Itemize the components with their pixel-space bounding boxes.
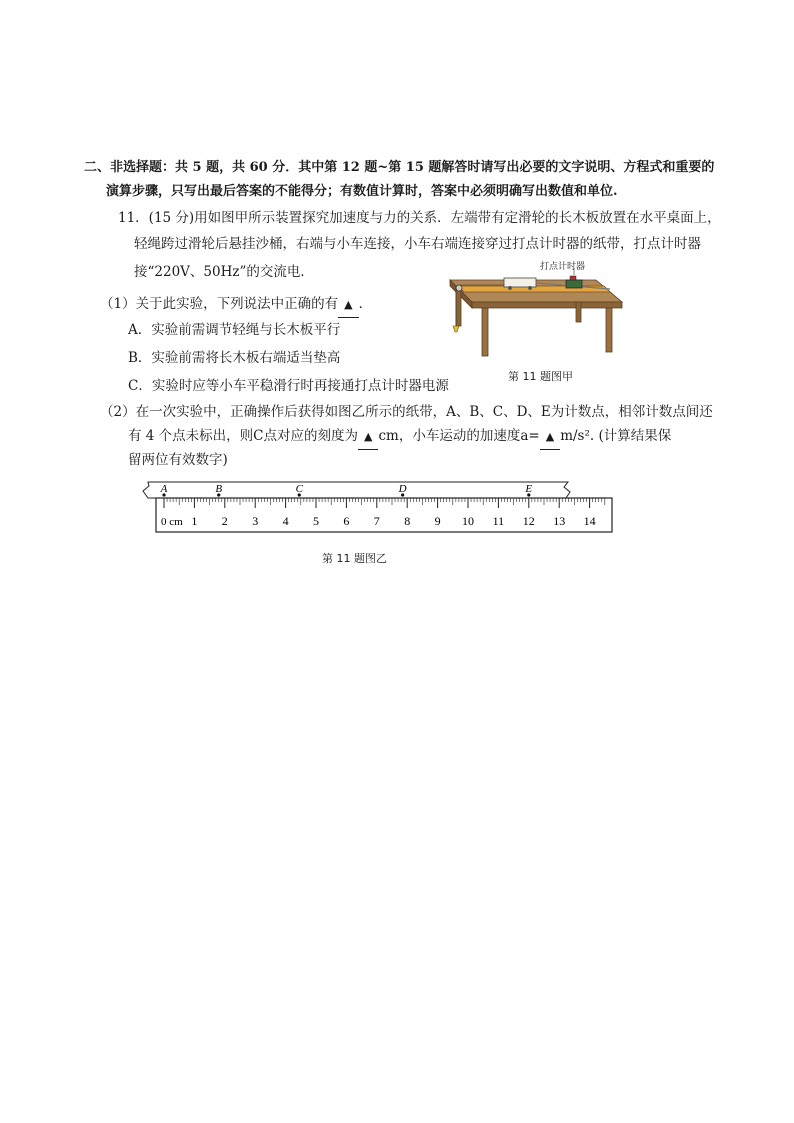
q11-part2-line3: 留两位有效数字) (128, 452, 228, 468)
figure-b-tape-ruler (130, 476, 620, 540)
tape-point-label-b: B (215, 483, 223, 495)
q11-part1-prompt (100, 292, 372, 318)
q11-part1-answer-blank[interactable]: ▲ (338, 293, 358, 318)
timer-label: 打点计时器 (540, 262, 586, 272)
section-heading-line1: 二、非选择题：共 5 题，共 60 分．其中第 12 题~第 15 题解答时请写出必要的文字说明、方程式和重要的 (84, 160, 715, 175)
ruler-tick-label: 5 (313, 514, 319, 528)
ruler-tick-label: 14 (583, 514, 596, 528)
tape-point-label-c: C (295, 483, 303, 495)
apparatus-illustration (446, 258, 626, 368)
section-heading-line2: 演算步骤，只写出最后答案的不能得分；有数值计算时，答案中必须明确写出数值和单位. (106, 184, 618, 199)
figure-a-caption: 第 11 题图甲 (508, 370, 573, 383)
ruler-tick-label: 13 (553, 514, 566, 528)
timer-knob (570, 276, 576, 280)
sand-bucket-icon (453, 326, 459, 332)
q11-part1-prompt-text: （1）关于此实验，下列说法中正确的有 (100, 296, 339, 312)
ruler-tick-label: 4 (282, 514, 289, 528)
ruler-tick-label: 3 (252, 514, 259, 528)
figure-b-caption: 第 11 题图乙 (322, 552, 387, 565)
cart-wheel-right (528, 286, 532, 290)
q11-part2-line2-pre: 有 4 个点未标出，则C点对应的刻度为 (128, 428, 359, 444)
table-edge (472, 302, 622, 308)
q11-part1-prompt-end: ． (358, 296, 373, 312)
ruler-tick-label: 7 (373, 514, 380, 528)
ruler-tick-label: 2 (221, 514, 228, 528)
q11-part2-line2-mid: cm，小车运动的加速度a= (378, 428, 540, 444)
ruler-tick-label: 6 (343, 514, 350, 528)
ruler-tick-label: 8 (404, 514, 411, 528)
q11-part2-line2-post: m/s². (计算结果保 (560, 428, 672, 444)
ruler-tick-label: 10 (462, 514, 474, 528)
tape-point-label-d: D (398, 483, 407, 495)
cart-wheel-left (508, 286, 512, 290)
table-leg-back-left (456, 286, 461, 326)
q11-stem-line3: 接“220V、50Hz”的交流电． (134, 264, 314, 280)
ruler-tick-label: 12 (522, 514, 535, 528)
tape-ruler-illustration (130, 476, 620, 540)
q11-stem-line1: 11．(15 分)用如图甲所示装置探究加速度与力的关系．左端带有定滑轮的长木板放置在水平桌面上， (118, 210, 721, 226)
q11-part2-answer-blank-c[interactable]: ▲ (358, 425, 378, 450)
pulley-icon (456, 285, 462, 291)
figure-a-apparatus (446, 258, 626, 368)
q11-option-a: A．实验前需调节轻绳与长木板平行 (128, 322, 341, 338)
table-leg-front-right (606, 308, 612, 352)
paper-tape-strip (143, 482, 570, 498)
q11-part2-line1: （2）在一次实验中，正确操作后获得如图乙所示的纸带，A、B、C、D、E为计数点，相邻计数点间还 (100, 404, 713, 420)
q11-part2-answer-blank-a[interactable]: ▲ (540, 425, 560, 450)
dot-timer-icon (566, 280, 582, 288)
ruler-tick-label: 11 (492, 514, 505, 528)
table-leg-front-left (482, 308, 488, 356)
table-leg-back-right (576, 302, 581, 322)
q11-option-b: B．实验前需将长木板右端适当垫高 (128, 350, 341, 366)
tape-point-label-e: E (525, 483, 533, 495)
ruler-labels (161, 514, 596, 528)
cart-icon (504, 278, 536, 287)
ruler-tick-label: 1 (191, 514, 198, 528)
q11-option-c: C．实验时应等小车平稳滑行时再接通打点计时器电源 (128, 378, 449, 394)
q11-stem-line2: 轻绳跨过滑轮后悬挂沙桶，右端与小车连接，小车右端连接穿过打点计时器的纸带，打点计时器 (134, 236, 701, 252)
tape-point-label-a: A (160, 483, 168, 495)
q11-part2-line2 (128, 424, 671, 450)
ruler-unit-label: 0 cm (161, 516, 183, 528)
ruler-tick-label: 9 (434, 514, 441, 528)
